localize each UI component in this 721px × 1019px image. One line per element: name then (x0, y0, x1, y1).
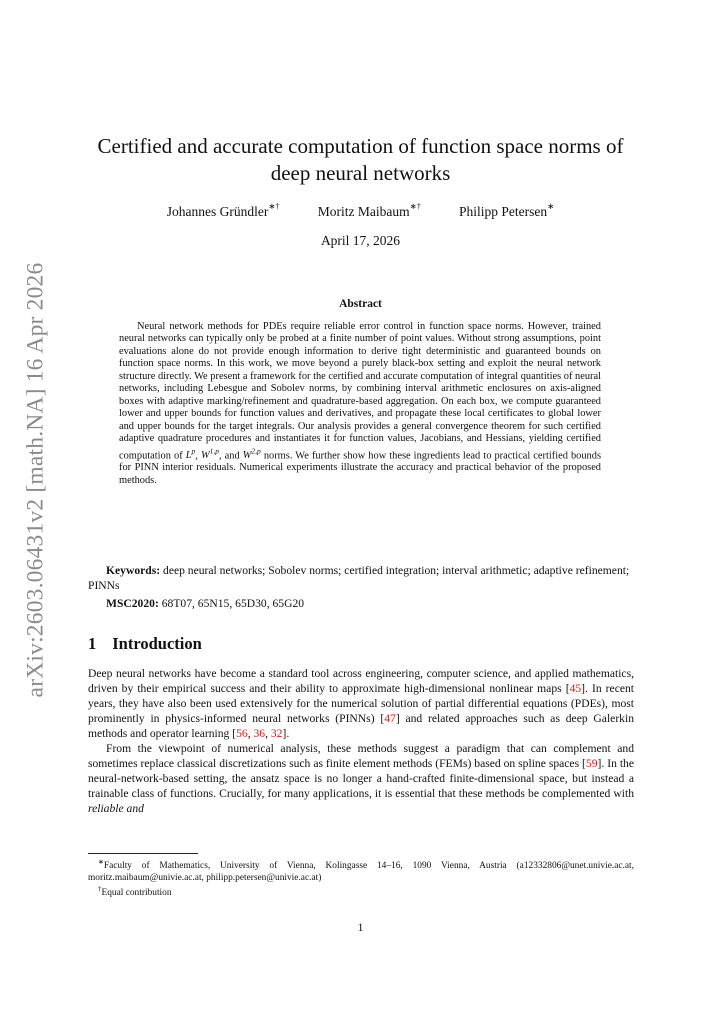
citation-link[interactable]: 59 (585, 757, 598, 771)
paper-title: Certified and accurate computation of function space norms of deep neural networks (97, 134, 624, 185)
abstract-text: Neural network methods for PDEs require reliable error control in function space norms. However, trained neural networks can typically only be probed at a finite number of point values. Without strong assumptions, point evaluations alone do not provide enough information to derive tight deterministic and guaranteed bounds on function space norms. In this work, we move beyond a purely black-box setting and exploit the neural network structure directly. We present a framework for the certified and accurate computation of integral quantities of neural networks, including Lebesgue and Sobolev norms, by combining interval arithmetic enclosures on axis-aligned boxes with adaptive marking/refinement and quadrature-based aggregation. On each box, we compute guaranteed lower and upper bounds for function values and derivatives, and propagate these local certificates to global lower and upper bounds for the target integrals. Our analysis provides a general convergence theorem for such certified adaptive quadrature procedures and instantiates it for function values, Jacobians, and Hessians, yielding certified computation of $L^p$, W$^{1,p}$, and W$^{2,p}$ norms. We further show how these ingredients lead to practical certified bounds for PINN interior residuals. Numerical experiments illustrate the accuracy and practical behavior of the proposed methods. (119, 321, 601, 486)
author: Johannes Gründler∗† (166, 201, 280, 219)
author: Philipp Petersen∗ (458, 201, 555, 219)
section-heading (88, 634, 202, 654)
section-number: 1 (88, 634, 97, 653)
abstract-heading: Abstract (339, 298, 382, 310)
paragraph: Deep neural networks have become a standard tool across engineering, computer science, and applied mathematics, driven by their empirical success and their ability to approximate high-dimensional nonlinear maps [45]. In recent years, they have also been used extensively for the numerical solution of partial differential equations (PDEs), most prominently in physics-informed neural networks (PINNs) [47] and related approaches such as deep Galerkin methods and operator learning [56, 36, 32]. (88, 667, 634, 741)
keywords-label: Keywords: (106, 564, 161, 577)
keywords (88, 563, 634, 593)
citation-link[interactable]: 32 (270, 727, 283, 741)
footnote: ∗Faculty of Mathematics, University of Vienna, Kolingasse 14–16, 1090 Vienna, Austria (a12332806@unet.univie.ac.at, moritz.maibaum@univie.ac.at, philipp.petersen@univie.ac.at) (88, 858, 634, 883)
paragraph: From the viewpoint of numerical analysis, these methods suggest a paradigm that can complement and sometimes replace classical discretizations such as finite element methods (FEMs) based on spline spaces [59]. In the neural-network-based setting, the ansatz space is no longer a hand-crafted finite-dimensional space, but instead a trainable class of functions. Crucially, for many applications, it is essential that these methods be complemented with reliable and (88, 742, 634, 816)
section-title: Introduction (112, 634, 202, 653)
citation-link[interactable]: 45 (569, 682, 582, 696)
citation-link[interactable]: 36 (253, 727, 266, 741)
page-number: 1 (357, 921, 364, 934)
author-list (80, 201, 641, 220)
arxiv-identifier: arXiv:2603.06431v2 [math.NA] 16 Apr 2026 (22, 262, 49, 698)
citation-link[interactable]: 47 (384, 712, 396, 726)
author: Moritz Maibaum∗† (317, 201, 421, 219)
footnote-rule (88, 853, 198, 854)
citation-link[interactable]: 56 (236, 727, 248, 741)
introduction-body (88, 666, 634, 816)
emphasis: reliable and (88, 802, 144, 816)
footnotes (88, 857, 634, 900)
publication-date: April 17, 2026 (320, 233, 401, 248)
msc-label: MSC2020: (106, 597, 159, 610)
footnote: †Equal contribution (98, 885, 172, 899)
keywords-text: deep neural networks; Sobolev norms; certified integration; interval arithmetic; adaptive refinement; PINNs (88, 564, 630, 592)
msc-text: 68T07, 65N15, 65D30, 65G20 (161, 597, 305, 610)
msc-classification (106, 597, 304, 610)
